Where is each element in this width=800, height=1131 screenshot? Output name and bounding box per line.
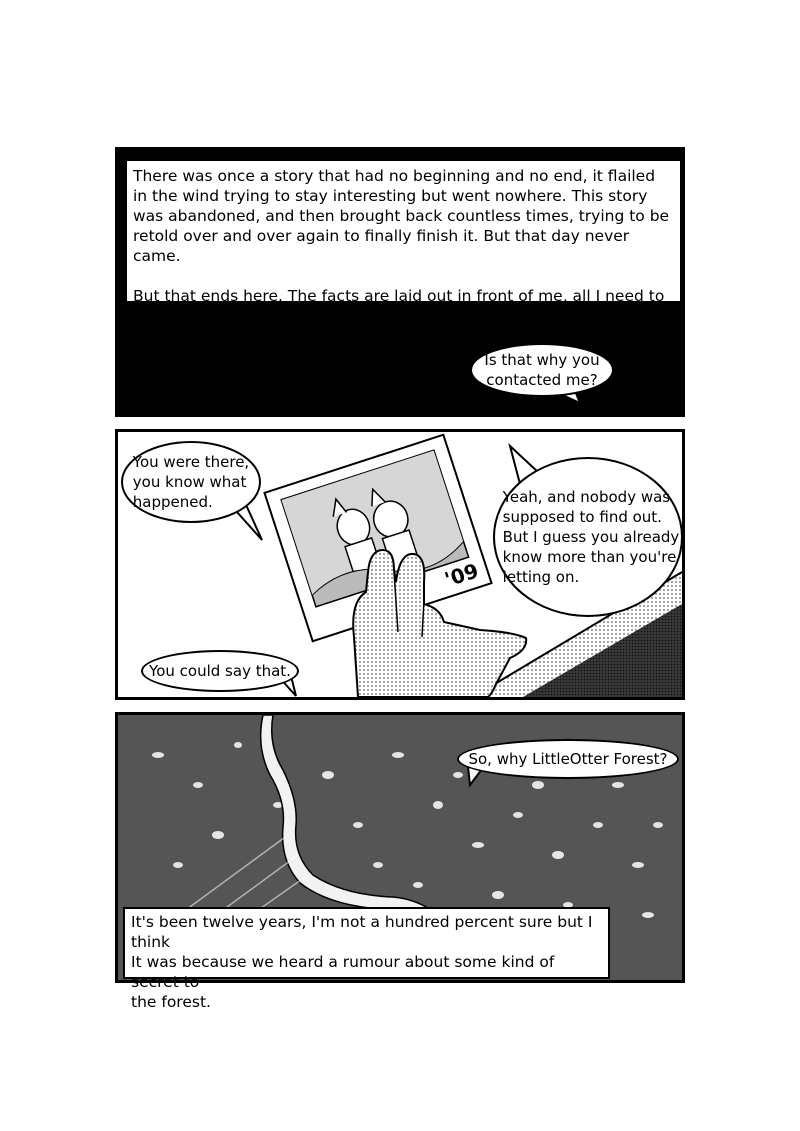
- panel-3: [115, 712, 685, 1011]
- panel-2: [115, 429, 685, 700]
- speech-bubble-why-forest: [457, 739, 679, 779]
- bubble-line: You were there,: [132, 453, 250, 471]
- bubble-line: You could say that.: [149, 662, 291, 680]
- bubble-line: Yeah, and nobody was: [502, 488, 671, 506]
- bubble-line: know more than you're: [502, 548, 677, 566]
- bubble-line: you know what: [132, 473, 247, 491]
- caption-line: It's been twelve years, I'm not a hundred percent sure but I think: [131, 913, 593, 951]
- photo-year-label: '09: [441, 558, 482, 592]
- caption-line: the forest.: [131, 993, 211, 1011]
- panel-1: [115, 147, 685, 417]
- narration-paragraph-2: But that ends here. The facts are laid out in front of me, all I need to do is connect them.: [133, 287, 665, 325]
- caption-line: It was because we heard a rumour about some kind of secret to: [131, 953, 555, 991]
- narration-caption-3: [123, 907, 610, 1011]
- speech-bubble-contacted: [470, 343, 614, 397]
- bubble-line: letting on.: [502, 568, 580, 586]
- bubble-line: happened.: [132, 493, 213, 511]
- bubble-line: So, why LittleOtter Forest?: [468, 750, 668, 768]
- bubble-line: Is that why you: [484, 351, 600, 369]
- bubble-line: But I guess you already: [502, 528, 680, 546]
- narration-paragraph-1: There was once a story that had no beginning and no end, it flailed in the wind trying to stay interesting but went nowhere. This story was abandoned, and then brought back countless times, trying to be retold over and over again to finally finish it. But that day never came.: [133, 167, 670, 265]
- bubble-line: supposed to find out.: [502, 508, 662, 526]
- speech-bubble-could-say: [141, 650, 299, 692]
- bubble-line: contacted me?: [486, 371, 598, 389]
